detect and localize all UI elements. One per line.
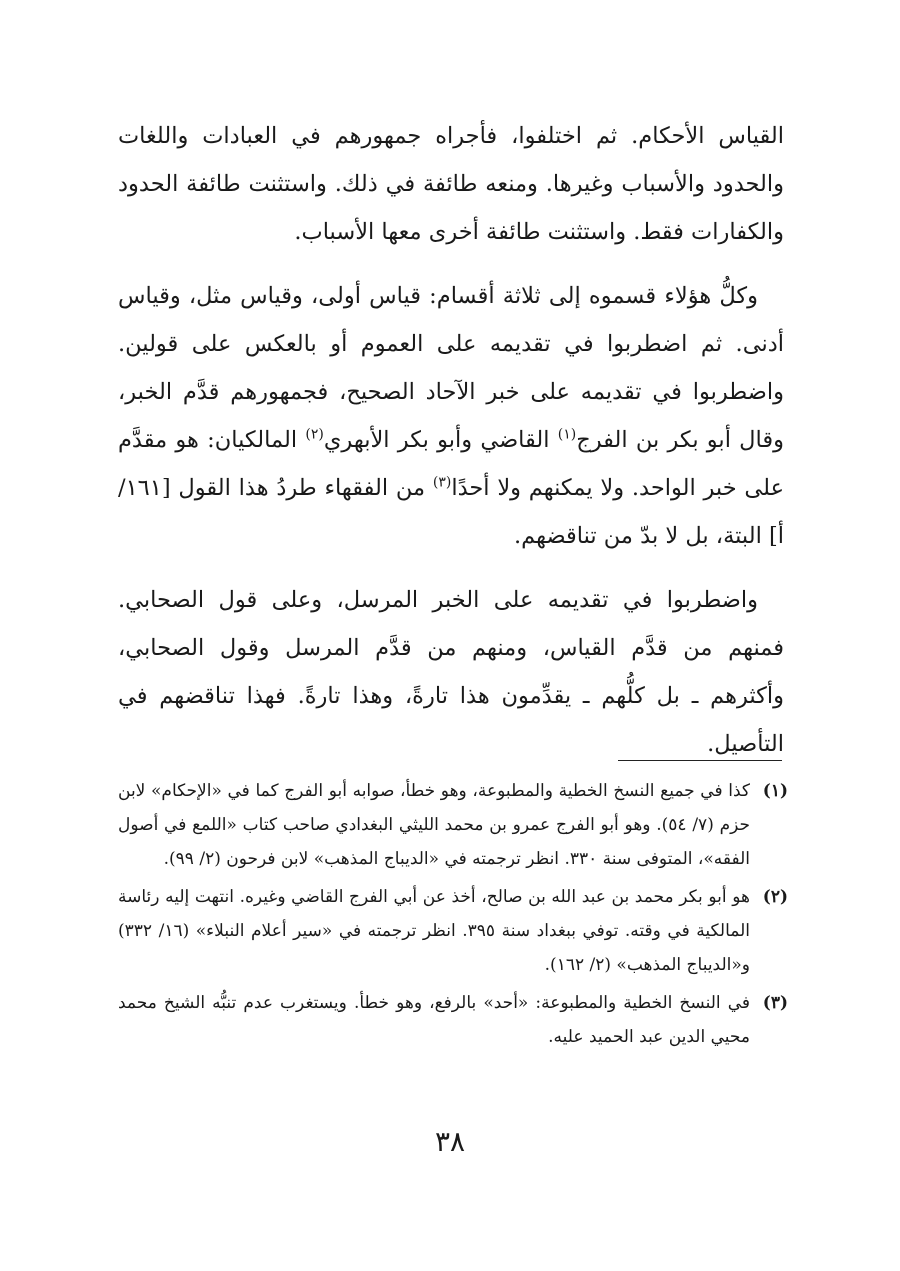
page-number: ٣٨ [434, 1125, 466, 1158]
paragraph-2-part-b: القاضي وأبو بكر الأبهري [323, 427, 558, 453]
footnote-3 [118, 986, 788, 1054]
footnote-ref-3: (٣) [432, 474, 452, 491]
paragraph-3: واضطربوا في تقديمه على الخبر المرسل، وعلى قول الصحابي. فمنهم من قدَّم القياس، ومنهم من قدَّم المرسل وقول الصحابي، وأكثرهم ـ بل كلُّهم ـ يقدِّمون هذا تارةً، وهذا تارةً. فهذا تناقضهم في التأصيل. [118, 587, 784, 757]
footnote-ref-2: (٢) [305, 426, 324, 443]
footnote-number: (٢) [762, 887, 788, 907]
footnote-divider [618, 760, 782, 761]
footnote-ref-1: (١) [557, 426, 577, 443]
footnote-1 [118, 774, 788, 876]
footnote-number: (٣) [762, 993, 788, 1013]
footnote-2 [118, 880, 788, 982]
footnote-text: هو أبو بكر محمد بن عبد الله بن صالح، أخذ عن أبي الفرج القاضي وغيره. انتهت إليه رئاسة المالكية في وقته. توفي ببغداد سنة ٣٩٥. انظر ترجمته في «سير أعلام النبلاء» (١٦/ ٣٣٢) و«الديباج المذهب» (٢/ ١٦٢). [118, 887, 750, 975]
footnote-number: (١) [762, 781, 788, 801]
paragraph-2-part-d: من الفقهاء طردُ هذا القول [١٦١/أ] البتة، بل لا بدّ من تناقضهم. [118, 475, 784, 549]
paragraph-2 [118, 272, 784, 560]
paragraph-2-part-c: المالكيان: هو مقدَّم على خبر الواحد. ولا يمكنهم ولا أحدًا [118, 427, 784, 501]
footnote-text: كذا في جميع النسخ الخطية والمطبوعة، وهو خطأ، صوابه أبو الفرج كما في «الإحكام» لابن حزم (٧/ ٥٤). وهو أبو الفرج عمرو بن محمد الليثي البغدادي صاحب كتاب «اللمع في أصول الفقه»، المتوفى سنة ٣٣٠. انظر ترجمته في «الديباج المذهب» لابن فرحون (٢/ ٩٩). [118, 781, 750, 869]
footnotes-section [118, 774, 788, 1058]
main-text-body [118, 112, 784, 784]
paragraph-2-part-a: وكلُّ هؤلاء قسموه إلى ثلاثة أقسام: قياس أولى، وقياس مثل، وقياس أدنى. ثم اضطربوا في تقديمه على العموم أو بالعكس على قولين. واضطربوا في تقديمه على خبر الآحاد الصحيح، فجمهورهم قدَّم الخبر، وقال أبو بكر بن الفرج [118, 283, 784, 453]
footnote-text: في النسخ الخطية والمطبوعة: «أحد» بالرفع، وهو خطأ. ويستغرب عدم تنبُّه الشيخ محمد محيي الدين عبد الحميد عليه. [118, 993, 750, 1047]
paragraph-1: القياس الأحكام. ثم اختلفوا، فأجراه جمهورهم في العبادات واللغات والحدود والأسباب وغيرها. ومنعه طائفة في ذلك. واستثنت طائفة الحدود والكفارات فقط. واستثنت طائفة أخرى معها الأسباب. [118, 123, 784, 245]
